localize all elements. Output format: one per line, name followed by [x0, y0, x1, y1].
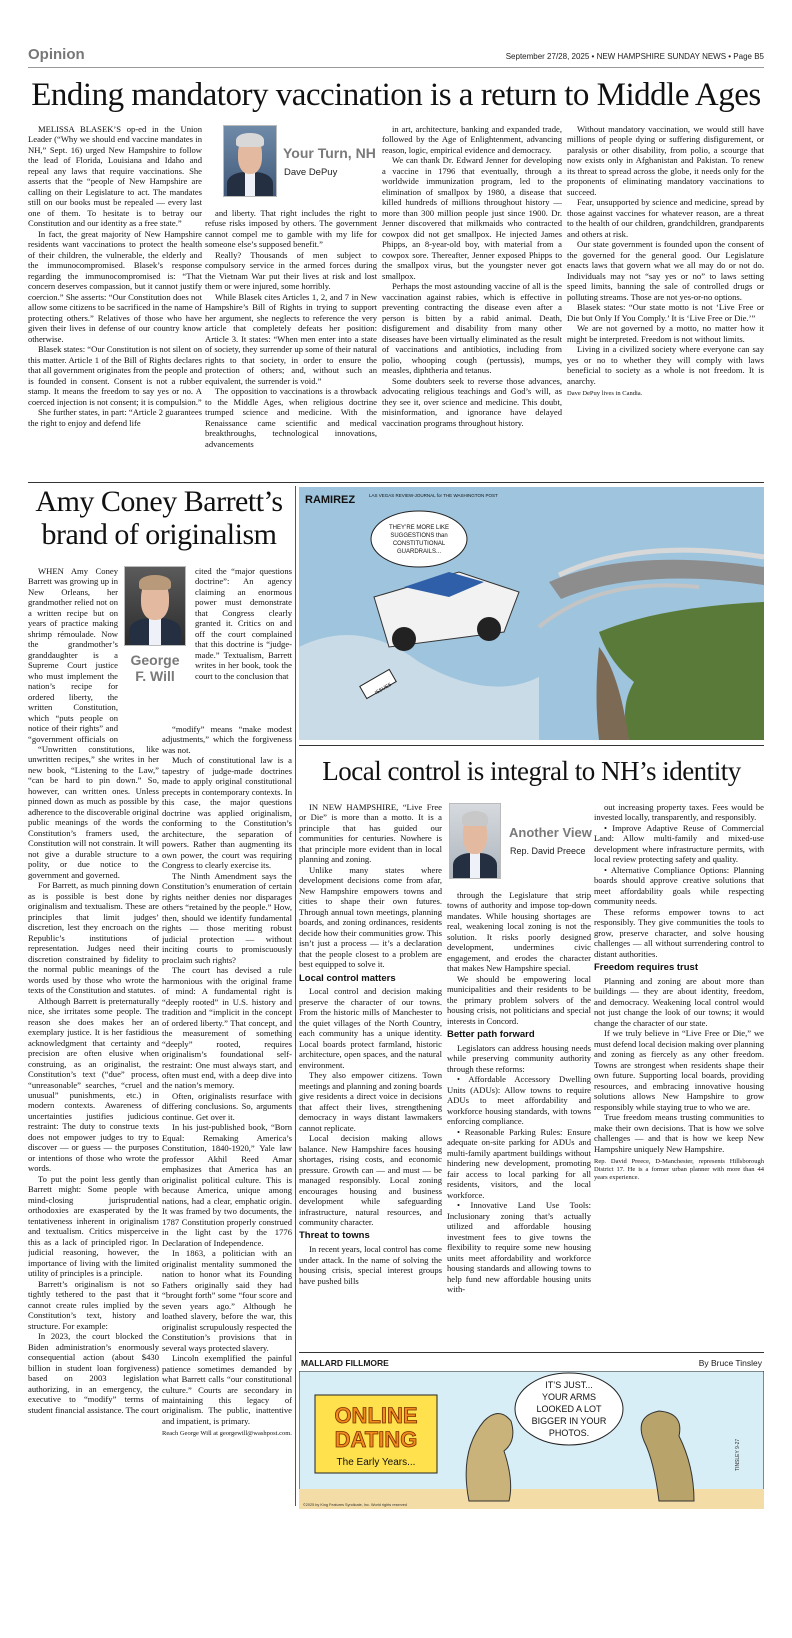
paragraph: Blasek states: “Our state motto is not ‘Live Free or Die but Only If You Comply.’ It is ‘Live Free or Die.’”	[567, 302, 764, 323]
comic-sign-line2: DATING	[334, 1427, 418, 1452]
author-will-last: F. Will	[135, 668, 175, 684]
paragraph: Perhaps the most astounding vaccine of all is the vaccination against rabies, which is effective in preventing contracting the disease even after a person is bitten by a rabid animal. Death, disfigurement and disability from many other diseases have been virtually eliminated as the result of vaccinations and antibiotics, including from polio, whooping cough (pertussis), mumps, measles, diphtheria and tetanus.	[382, 281, 562, 376]
author-tagline: Reach George Will at georgewill@washpost.com.	[162, 1430, 292, 1438]
article1-col2	[205, 208, 377, 476]
paragraph: Some doubters seek to reverse those advances, advocating religious teachings and God’s will, as they see it, over science and medicine. This doubt, misinformation, and ignorance have delayed vaccination programs throughout history.	[382, 375, 562, 428]
paragraph: Unlike many states where development decisions come from afar, New Hampshire empowers towns and cities to shape their own futures. Through annual town meetings, planning boards, and zoning ordinances, residents decide how their communities grow. This isn’t just a process — it’s a declaration that the people closest to a problem are best equipped to solve it.	[299, 864, 442, 970]
author-tagline: Rep. David Preece, D-Manchester, represents Hillsborough District 17. He is a former urban planner with more than 44 years experience.	[594, 1158, 764, 1181]
subhead-freedom: Freedom requires trust	[594, 962, 698, 974]
cartoon-sign-text: ISSUES	[373, 681, 393, 697]
comic-sign-sub: The Early Years...	[336, 1457, 416, 1468]
section-label: Opinion	[28, 46, 85, 63]
article3-col3	[594, 802, 764, 1354]
paragraph: For Barrett, as much pinning down as is possible is best done by originalism and textualism. These are principles that limit judges’ discretion, lest they encroach on the Republic’s institutions of representation. Judges need their discretion constrained by fidelity to the normal public meanings of the words used by those who wrote the texts of the Constitution and statutes.	[28, 880, 159, 996]
paragraph: “modify” means “make modest adjustments,” which the forgiveness was not.	[162, 724, 292, 755]
paragraph: Our state government is founded upon the consent of the governed for the general good. Our Legislature enacts laws that govern what we all may do or not do. Individuals may not “say yes or no” to laws setting speed limits, banning the sale of controlled drugs or polluting streams. Those are not yes-or-no options.	[567, 239, 764, 302]
comic-bubble-2: YOUR ARMS	[541, 1392, 597, 1402]
column-name-another-view: Another View	[509, 825, 592, 840]
comic-strip	[299, 1371, 764, 1509]
paragraph: In 2023, the court blocked the Biden administration’s enormously consequential action (about $430 billion in student loan forgiveness) based on 2003 legislation authorizing, in an emergency, the executive to “modify” terms of student financial assistance. The court	[28, 1331, 159, 1415]
paragraph: If we truly believe in “Live Free or Die,” we must defend local decision making over planning and zoning as fiercely as any other freedom. Towns are strongest when residents shape their own future. Supporting local boards, providing resources, and embracing innovative housing solutions allows New Hampshire to grow responsibly while staying true to who we are.	[594, 1028, 764, 1112]
comic-signature: TINSLEY 9-27	[735, 1438, 741, 1471]
comic-drawing	[299, 1371, 764, 1509]
column-name-your-turn: Your Turn, NH	[283, 145, 376, 161]
paragraph: These reforms empower towns to act responsibly. They give communities the tools to grow, preserve character, and solve housing challenges — all without surrendering control to distant authorities.	[594, 906, 764, 959]
article3-headline: Local control is integral to NH’s identity	[322, 756, 741, 786]
paragraph: Local decision making allows balance. New Hampshire faces housing shortages, rising costs, and economic pressure. Growth can — and must — be managed responsibly. Local zoning encourages housing and business development while safeguarding infrastructure, natural resources, and community character.	[299, 1133, 442, 1227]
divider-top	[28, 482, 764, 483]
paragraph: Fear, unsupported by science and medicine, spread by those against vaccines for whatever reason, are a threat to the health of our children, grandchildren, grandparents and others at risk.	[567, 197, 764, 239]
paragraph: • Alternative Compliance Options: Planning boards should approve creative solutions that meet affordability goals while respecting community needs.	[594, 864, 764, 907]
comic-title: MALLARD FILLMORE	[301, 1358, 389, 1368]
comic-copyright: ©2025 by King Features Syndicate, Inc. World rights reserved	[303, 1503, 408, 1507]
comic-bubble-4: BIGGER IN YOUR	[531, 1416, 607, 1426]
paragraph: In his just-published book, “Born Equal: Remaking America’s Constitution, 1840-1920,” Yale law professor Akhil Reed Amar emphasizes that America has an originalist political culture. This is because America, unique among nations, had a clear, emphatic origin. It was framed by two documents, the 1787 Constitution properly construed in the light cast by the 1776 Declaration of Independence.	[162, 1122, 292, 1248]
paragraph: through the Legislature that strip towns of authority and impose top-down mandates. While housing shortages are real, weakening local zoning is not the solution. It risks poorly designed development, undermines civic engagement, and erodes the character that makes New Hampshire special.	[447, 890, 591, 974]
cartoon-bubble-2: SUGGESTIONS than	[390, 533, 448, 539]
paragraph: MELISSA BLASEK’S op-ed in the Union Leader (“Why we should end vaccine mandates in NH,” Sept. 16) urged New Hampshire to follow the lead of Florida, Louisiana and Idaho and repeal any laws that require vaccinations. She asserts that the “people of New Hampshire are calling on their Legislature to act. The mandates still on our books must be repealed — every last one of them. To hesitate is to betray our Constitution and our identity as a free state.”	[28, 124, 202, 229]
paragraph: Although Barrett is preternaturally nice, she irritates some people. The reason she does makes her an exemplary justice. It is her fastidious acknowledgment that certainty and precision are often elusive when construing, as an originalist, the Constitution’s text (“due” process, “unreasonable” searches, “cruel and unusual” punishments, etc.) in modern contexts. Awareness of uncertainties justifies judicious restraint: The duty to construe texts does not empower judges to try to discover — or guess — the purposes or intentions of those who wrote the words.	[28, 995, 159, 1174]
article1-col1	[28, 124, 202, 476]
article2-col1	[28, 744, 159, 1509]
paragraph: To put the point less gently than Barrett might: Some people with mind-closing jurisprudential orthodoxies are exasperated by the tentativeness inherent in originalism and textualism. Critics misperceive this as a lack of principled rigor. In judicial reasoning, however, the importance of living with the limited utility of principles is a principle.	[28, 1173, 159, 1279]
cartoon-bubble-1: THEY’RE MORE LIKE	[388, 525, 450, 531]
author-tagline: Dave DePuy lives in Candia.	[567, 390, 643, 398]
paragraph: We should be empowering local municipalities and their residents to be the primary problem solvers of the housing crisis, not politicians and special interests in Concord.	[447, 973, 591, 1026]
paragraph: and liberty. That right includes the right to refuse risks imposed by others. The government cannot compel me to gamble with my life for someone else’s supposed benefit.”	[205, 208, 377, 250]
paragraph: The opposition to vaccinations is a throwback to the Middle Ages, when religious doctrine trumped science and medicine. With the Renaissance came scientific and medical breakthroughs, technological innovations, advancements	[205, 386, 377, 449]
paragraph: We are not governed by a motto, no matter how it might be interpreted. Freedom is not without limits.	[567, 323, 764, 344]
paragraph: Blasek states: “Our Constitution is not silent on this matter. Article 1 of the Bill of Rights declares that all government originates from the people and is founded in consent. Consent is not a rubber stamp. It means the freedom to say yes or no. A coerced injection is not consent; it is compulsion.”	[28, 344, 202, 407]
cartoon-credit: RAMIREZ	[305, 494, 356, 506]
paragraph: We can thank Dr. Edward Jenner for developing a vaccine in 1796 that eventually, through a worldwide immunization program, led to the elimination of smallpox by 1980, a disease that killed hundreds of millions throughout history — more than 300 million people just since 1900. Dr. Jenner discovered that milkmaids who contracted cowpox did not get smallpox. He injected James Phipps, an 8-year-old boy, with material from a cowpox sore. Thereafter, Jenner exposed Phipps to the smallpox virus, but the youngster never got smallpox.	[382, 155, 562, 281]
paragraph: True freedom means trusting communities to make their own decisions. That is how we solve challenges — and that is how we keep New Hampshire uniquely New Hampshire.	[594, 1112, 764, 1154]
comic-bubble-1: IT’S JUST...	[545, 1380, 593, 1390]
paragraph: The court has devised a rule harmonious with the original frame of mind: A fundamental right is “deeply rooted” in U.S. history and tradition and “implicit in the concept of ordered liberty.” That concept, and the measurement of something “deeply” rooted, requires originalism’s foundational self-restraint: One must always start, and often must end, with a deep dive into the nation’s memory.	[162, 965, 292, 1091]
author-photo-depuy	[223, 125, 277, 197]
comic-author: By Bruce Tinsley	[698, 1358, 762, 1368]
column-rule	[295, 486, 296, 1506]
paragraph: “Unwritten constitutions, like unwritten recipes,” she writes in her new book, “Listening to the Law,” “can be hard to pin down.” So, however, can written ones. Unless pinned down as much as possible by adherence to the discoverable original public meanings of the words the Constitution’s framers used, the Constitution will not constrain. It will not give a durable structure to a polity, or due notice to the government and governed.	[28, 744, 159, 880]
cartoon-bubble-4: GUARDRAILS...	[396, 549, 442, 555]
comic-bubble-5: PHOTOS.	[548, 1428, 590, 1438]
comic-bubble-3: LOOKED A LOT	[536, 1404, 602, 1414]
paragraph: While Blasek cites Articles 1, 2, and 7 in New Hampshire’s Bill of Rights in trying to support her argument, she neglects to reference the very article that completely defeats her position: Article 3. It states: “When men enter into a state of society, they surrender up some of their natural rights to that society, in order to ensure the protection of others; and, without such an equivalent, the surrender is void.”	[205, 291, 377, 386]
divider-comic	[299, 1352, 764, 1353]
paragraph: They also empower citizens. Town meetings and planning and zoning boards give residents a direct voice in decisions that affect their lives, strengthening democracy in ways distant lawmakers cannot replicate.	[299, 1070, 442, 1133]
article3-col2	[447, 890, 591, 1360]
paragraph: Planning and zoning are about more than buildings — they are about identity, freedom, and democracy. Weakening local control would not just change the look of our towns; it would change the character of our state.	[594, 975, 764, 1028]
paragraph: out increasing property taxes. Fees would be invested locally, transparently, and responsibly.	[594, 802, 764, 823]
paragraph: Without mandatory vaccination, we would still have millions of people dying or suffering disfigurement, or paralysis or other disability, from polio, a scourge that now exists only in Afghanistan and Pakistan. To renew its threat to spread across the globe, it needs only for the proponents of eliminating mandatory vaccinations to succeed.	[567, 124, 764, 197]
paragraph: In 1863, a politician with an originalist mentality summoned the nation to honor what its Founding Fathers originally said they had “brought forth” some “four score and seven years ago.” Although he loathed slavery, before the war, this originalist scrupulously respected the Constitution’s provisions that in several ways protected slavery.	[162, 1248, 292, 1353]
cartoon-drawing	[299, 487, 764, 740]
article1-col3	[382, 124, 562, 476]
paragraph: • Innovative Land Use Tools: Inclusionary zoning that’s actually utilized and affordable housing investment fees to give towns the flexibility to require some new housing units meet affordability and workforce housing standards and allowing towns to help fund new affordable housing units with-	[447, 1200, 591, 1295]
cartoon-speech-bubble	[371, 511, 467, 567]
article2-col2-top: cited the “major questions doctrine”: An agency claiming an enormous power must demonstrate that Congress clearly granted it. Critics on and off the court complained that this doctrine is “judge-made.” Textualism, Barrett writes in her book, took the court to the conclusion that	[195, 566, 292, 681]
cartoon-wheel	[392, 627, 416, 651]
article3-col1	[299, 802, 442, 1360]
article1-headline: Ending mandatory vaccination is a return to Middle Ages	[31, 77, 761, 113]
article2-headline-2: brand of originalism	[41, 518, 277, 551]
paragraph: In fact, the great majority of New Hampshire residents want vaccinations to protect the health of their children, the vulnerable, the elderly and the immunocompromised. Blasek’s response regarding the immunocompromised is: “That concern deserves compassion, but it cannot justify coercion.” She asserts: “Our Constitution does not allow some citizens to be sacrificed in the name of protecting others.” Relatives of those who have given their lives in defense of our country know otherwise.	[28, 228, 202, 344]
paragraph: Local control and decision making preserve the character of our towns. From the historic mills of Manchester to the quiet villages of the North Country, each community has a unique identity. Local boards protect farmland, historic architecture, open spaces, and the natural environment.	[299, 986, 442, 1070]
article1-col4	[567, 124, 764, 476]
article2-col2	[162, 724, 292, 1509]
article2-headline-1: Amy Coney Barrett’s	[35, 485, 283, 518]
cartoon-wheel-2	[477, 617, 501, 641]
subhead-threat: Threat to towns	[299, 1230, 370, 1242]
paragraph: in art, architecture, banking and expanded trade, followed by the Age of Enlightenment, advancing reason, logic, empirical evidence and democracy.	[382, 124, 562, 155]
paragraph: IN NEW HAMPSHIRE, “Live Free or Die” is more than a motto. It is a principle that has guided our communities for centuries. Nowhere is that principle more evident than in local planning and zoning.	[299, 802, 442, 865]
paragraph: Lincoln exemplified the painful patience sometimes demanded by what Barrett calls “our constitutional culture.” Courts are secondary in maintaining this legacy of originalism. The public, inattentive and impatient, is primary.	[162, 1353, 292, 1426]
paragraph: The Ninth Amendment says the Constitution’s enumeration of certain rights neither denies nor disparages others “retained by the people.” How, then, should we identify fundamental rights — those meriting robust judicial protection — without inciting courts to promiscuously proclaim such rights?	[162, 870, 292, 965]
divider-cartoon	[299, 745, 764, 746]
paragraph: Barrett’s originalism is not so tightly tethered to the past that it cannot create rules implied by the Constitution’s text, history and structure. For example:	[28, 1278, 159, 1331]
subhead-local-control: Local control matters	[299, 972, 396, 984]
paragraph: • Reasonable Parking Rules: Ensure adequate on-site parking for ADUs and multi-family apartment buildings without hindering new development, promoting fair access to local parking for all residents, visitors, and the local workforce.	[447, 1126, 591, 1200]
editorial-cartoon	[299, 487, 764, 740]
comic-sign-line1: ONLINE	[334, 1403, 418, 1428]
cartoon-bubble-3: CONSTITUTIONAL	[392, 541, 446, 547]
author-preece: Rep. David Preece	[510, 846, 586, 856]
author-will-first: George	[130, 652, 180, 668]
masthead	[28, 46, 764, 68]
paragraph: She further states, in part: “Article 2 guarantees the right to enjoy and defend life	[28, 407, 202, 428]
author-photo-preece	[449, 803, 501, 879]
paragraph: Much of constitutional law is a tapestry of judge-made doctrines made to apply original constitutional precepts in contemporary contexts. In this case, the major questions doctrine was applied originalism, conforming to the Constitution’s architecture, the separation of powers. Rather than augmenting its own power, the court was requiring Congress to clearly exercise its.	[162, 755, 292, 871]
paragraph: Legislators can address housing needs while preserving community authority through these reforms:	[447, 1042, 591, 1074]
author-photo-will	[124, 566, 186, 646]
author-depuy: Dave DePuy	[284, 167, 338, 178]
paragraph: Really? Thousands of men subject to compulsory service in the armed forces during the Vietnam War put their lives at risk and lost them or were injured, some horribly.	[205, 249, 377, 292]
paragraph: Living in a civilized society where everyone can say yes or no to whether they will comply with laws beneficial to society as a whole is not freedom. It is anarchy.	[567, 344, 764, 386]
paragraph: • Affordable Accessory Dwelling Units (ADUs): Allow towns to require ADUs to meet affordability and workforce housing standards, with towns enforcing compliance.	[447, 1074, 591, 1127]
subhead-better-path: Better path forward	[447, 1029, 535, 1041]
cartoon-source: LAS VEGAS REVIEW-JOURNAL for THE WASHINGTON POST	[369, 493, 498, 498]
page-info: September 27/28, 2025 • NEW HAMPSHIRE SUNDAY NEWS • Page B5	[505, 52, 764, 61]
paragraph: In recent years, local control has come under attack. In the name of solving the housing crisis, special interest groups have pushed bills	[299, 1244, 442, 1286]
article2-col1-top: WHEN Amy Coney Barrett was growing up in New Orleans, her grandmother relied not on a written recipe but on years of practice making shrimp rémoulade. Now the grandmother’s granddaughter is a Supreme Court justice who must implement the nation’s recipe for ordered liberty, the written Constitution, which “puts people on notice of their rights” and “government officials on	[28, 566, 118, 744]
paragraph: • Improve Adaptive Reuse of Commercial Land: Allow multi-family and mixed-use development where infrastructure permits, with local review protecting safety and quality.	[594, 822, 764, 865]
paragraph: Often, originalists resurface with differing conclusions. So, arguments continue. Get over it.	[162, 1090, 292, 1122]
